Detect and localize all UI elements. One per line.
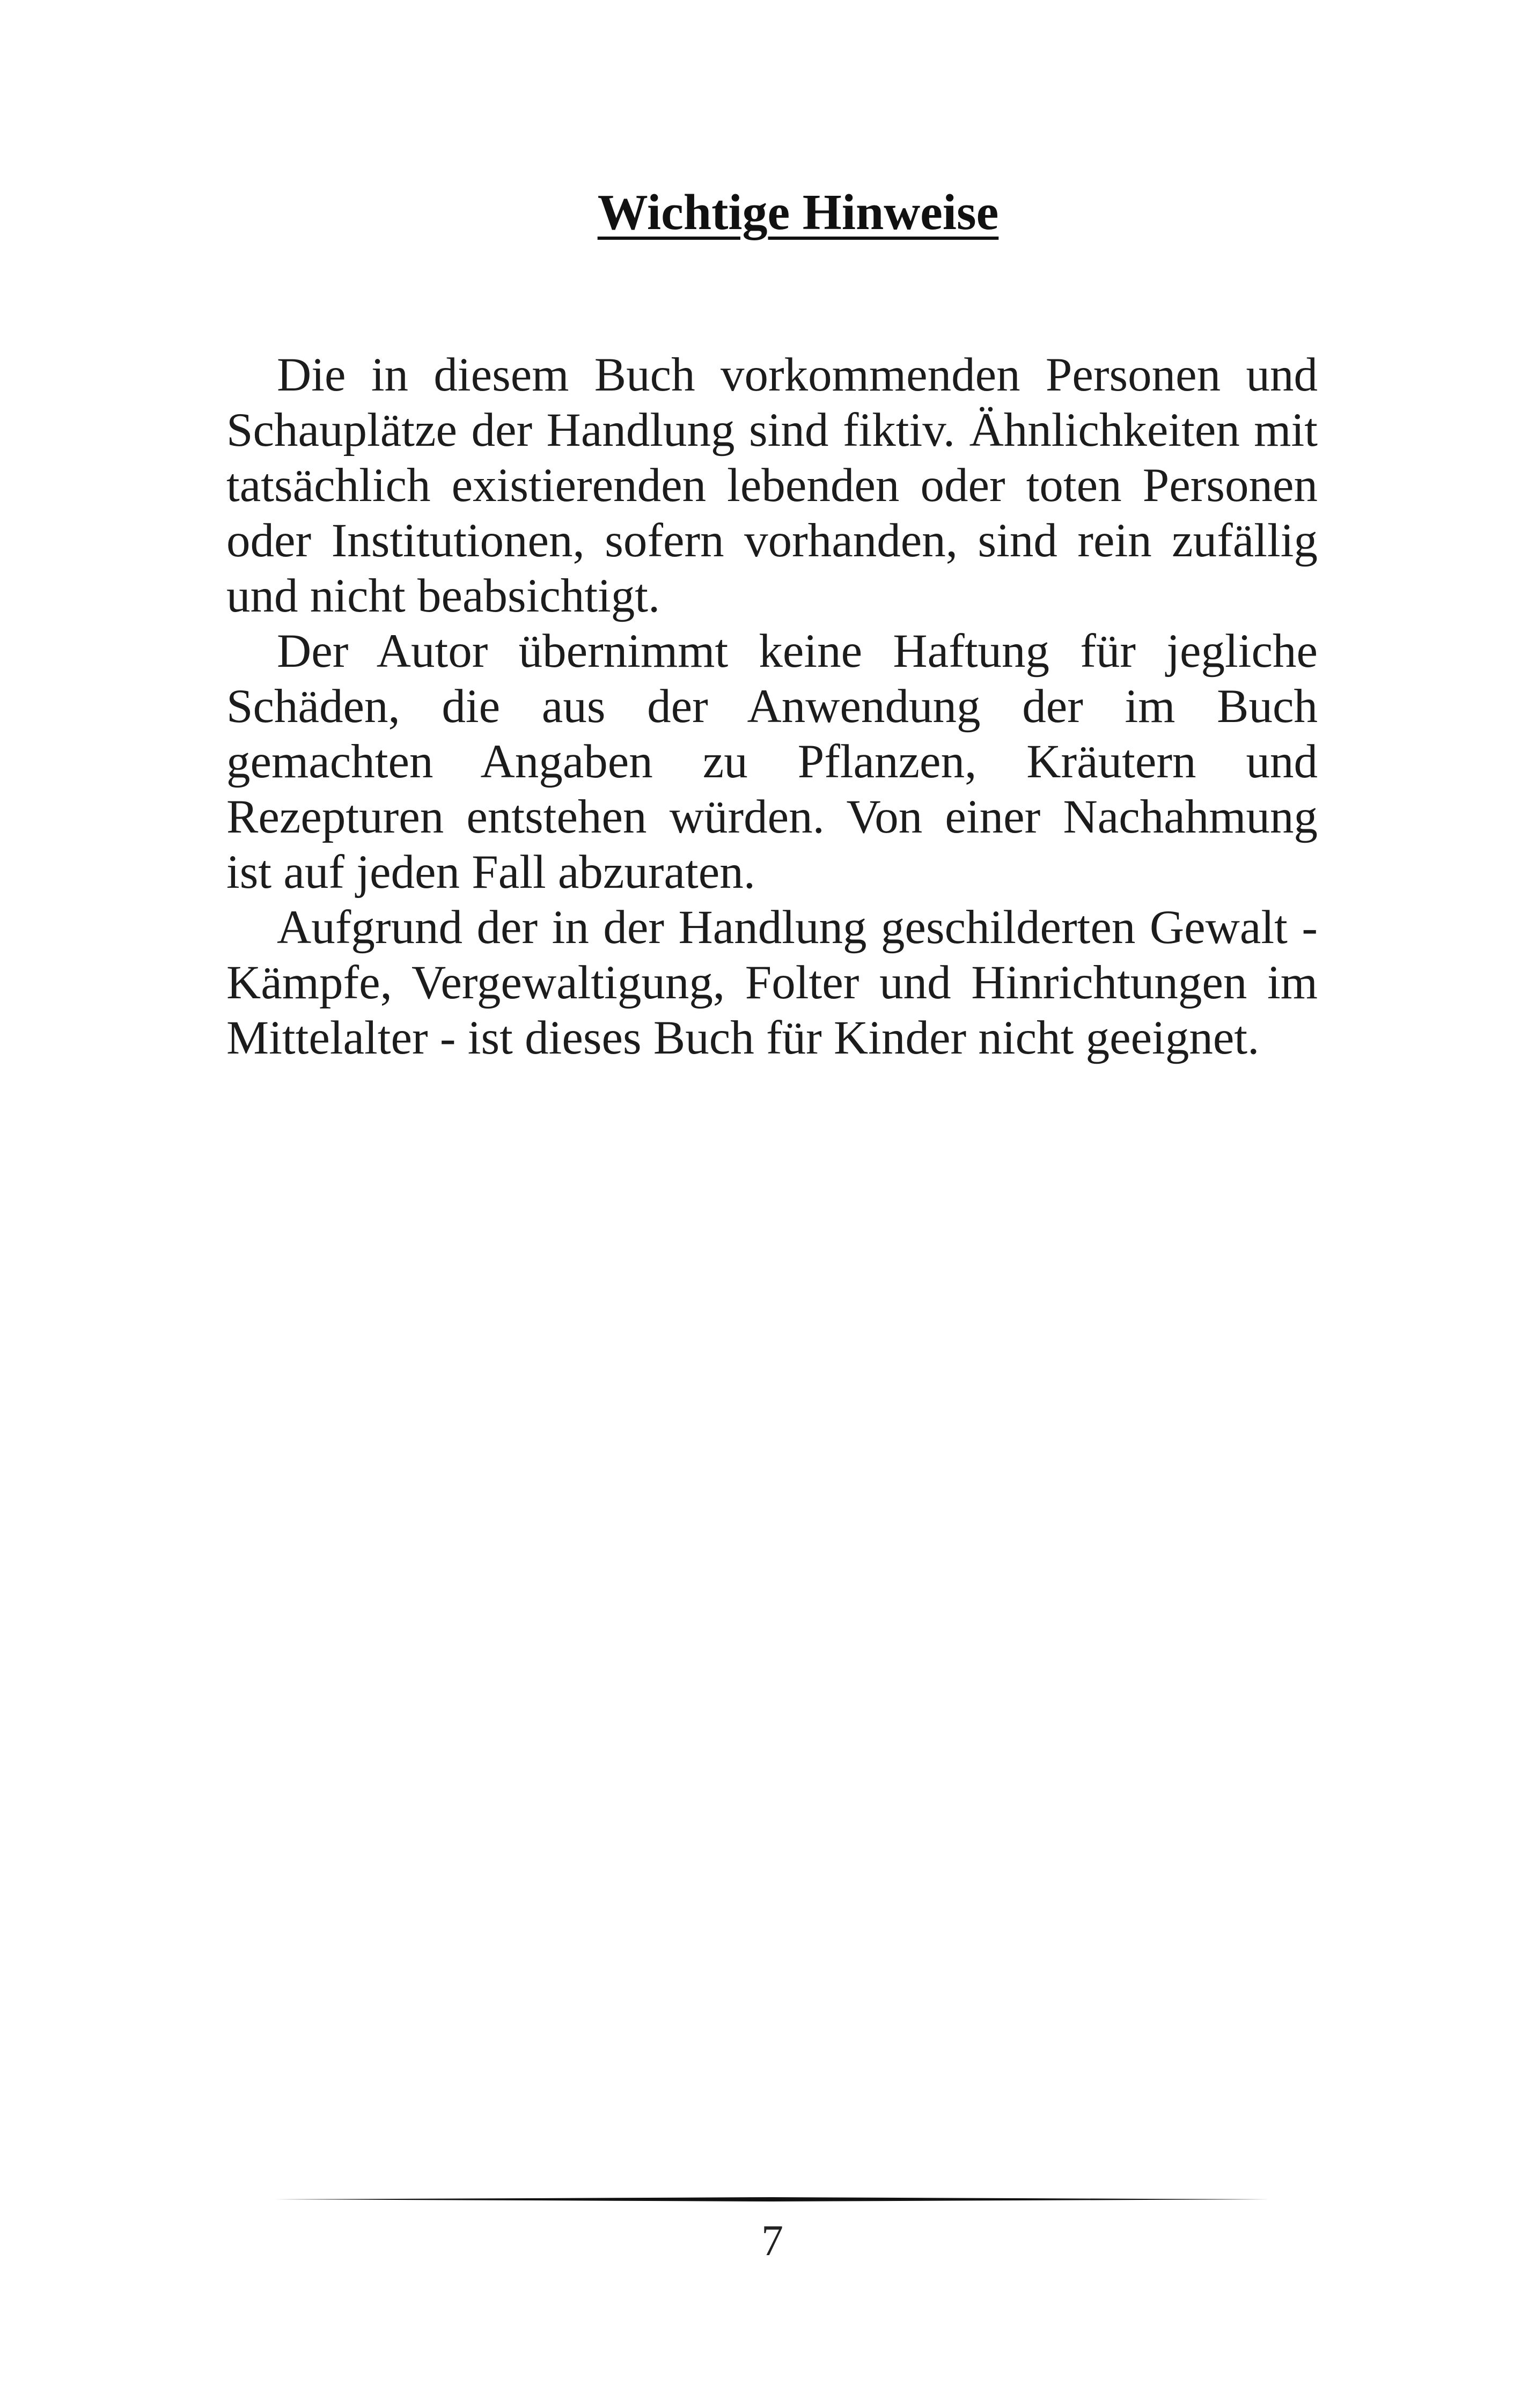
paragraph-liability-disclaimer: Der Autor übernimmt keine Haftung für jegliche Schäden, die aus der Anwendung der im Buch gemachten Angaben zu Pflanzen, Kräutern und Rezepturen entstehen würden. Von einer Nachahmung ist auf jeden Fall abzuraten. [226, 625, 1318, 899]
page-number: 7 [761, 2216, 783, 2265]
footer-divider [275, 2197, 1269, 2201]
body-text [226, 348, 1318, 1066]
paragraph-content-warning: Aufgrund der in der Handlung geschilderten Gewalt - Kämpfe, Vergewaltigung, Folter und Hinrichtungen im Mittelalter - ist dieses Buch für Kinder nicht geeignet. [226, 901, 1318, 1064]
page-title: Wichtige Hinweise [597, 185, 999, 240]
paragraph-fiction-disclaimer: Die in diesem Buch vorkommenden Personen und Schauplätze der Handlung sind fiktiv. Ähnlichkeiten mit tatsächlich existierenden lebenden oder toten Personen oder Institutionen, sofern vorhanden, sind rein zufällig und nicht beabsichtigt. [226, 349, 1318, 622]
